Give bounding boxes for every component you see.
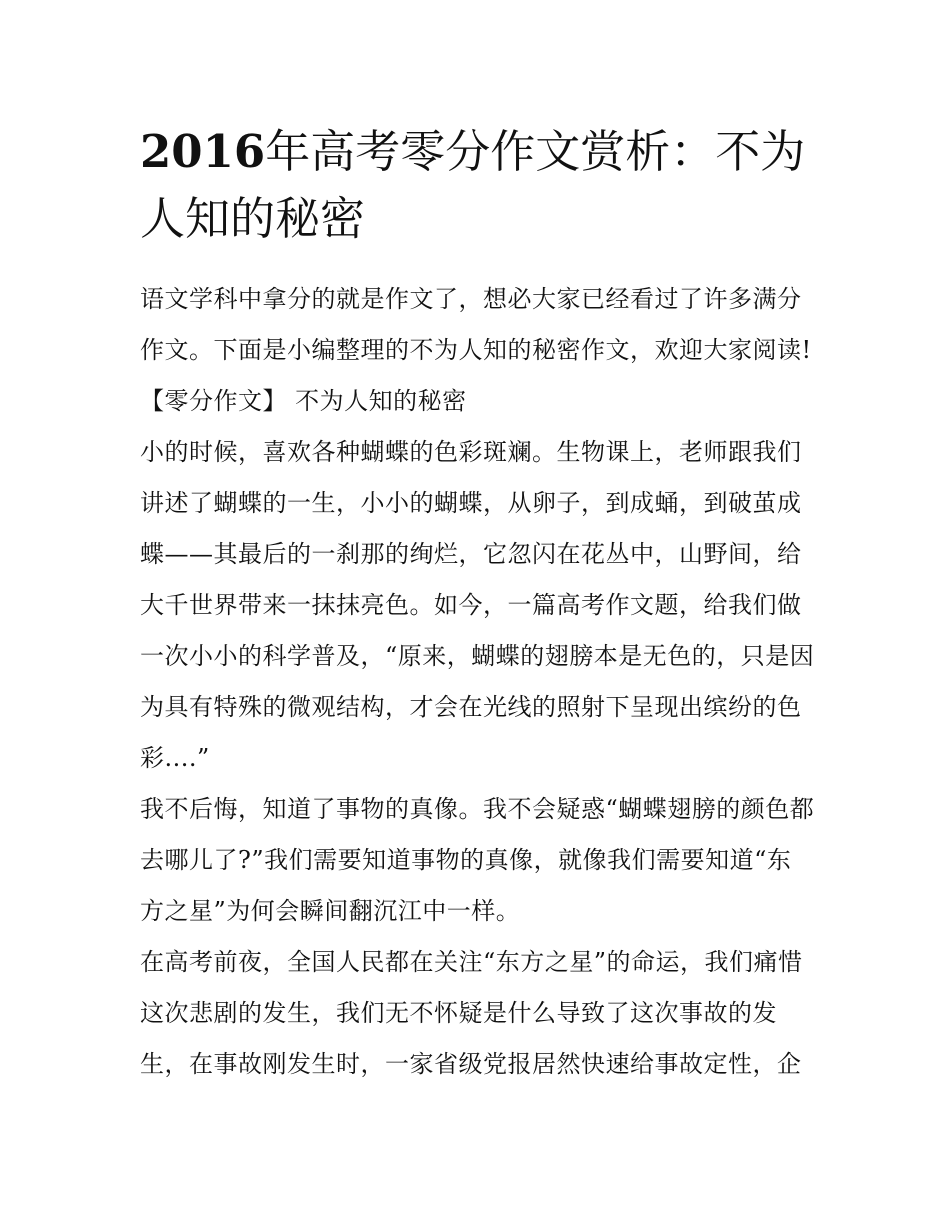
paragraph-butterfly: 小的时候，喜欢各种蝴蝶的色彩斑斓。生物课上，老师跟我们讲述了蝴蝶的一生，小小的蝴蝶，从卵子，到成蛹，到破茧成蝶——其最后的一刹那的绚烂，它忽闪在花丛中，山野间，给大千世界带来一抹抹亮色。如今，一篇高考作文题，给我们做一次小小的科学普及，“原来，蝴蝶的翅膀本是无色的，只是因为具有特殊的微观结构，才会在光线的照射下呈现出缤纷的色彩....” [140, 438, 815, 772]
paragraph-intro: 语文学科中拿分的就是作文了，想必大家已经看过了许多满分作文。下面是小编整理的不为人知的秘密作文，欢迎大家阅读! 【零分作文】 不为人知的秘密 [140, 285, 812, 415]
document-body [140, 274, 815, 1090]
document-page [140, 118, 815, 1090]
title-year: 2016 [140, 125, 266, 178]
title-text: 年高考零分作文赏析：不为人知的秘密 [140, 125, 806, 245]
document-title [140, 118, 815, 252]
paragraph-eastern-star: 在高考前夜，全国人民都在关注“东方之星”的命运，我们痛惜这次悲剧的发生，我们无不怀疑是什么导致了这次事故的发生，在事故刚发生时，一家省级党报居然快速给事故定性，企 [140, 948, 803, 1078]
paragraph-truth: 我不后悔，知道了事物的真像。我不会疑惑“蝴蝶翅膀的颜色都去哪儿了?”我们需要知道事物的真像，就像我们需要知道“东方之星”为何会瞬间翻沉江中一样。 [140, 795, 815, 925]
